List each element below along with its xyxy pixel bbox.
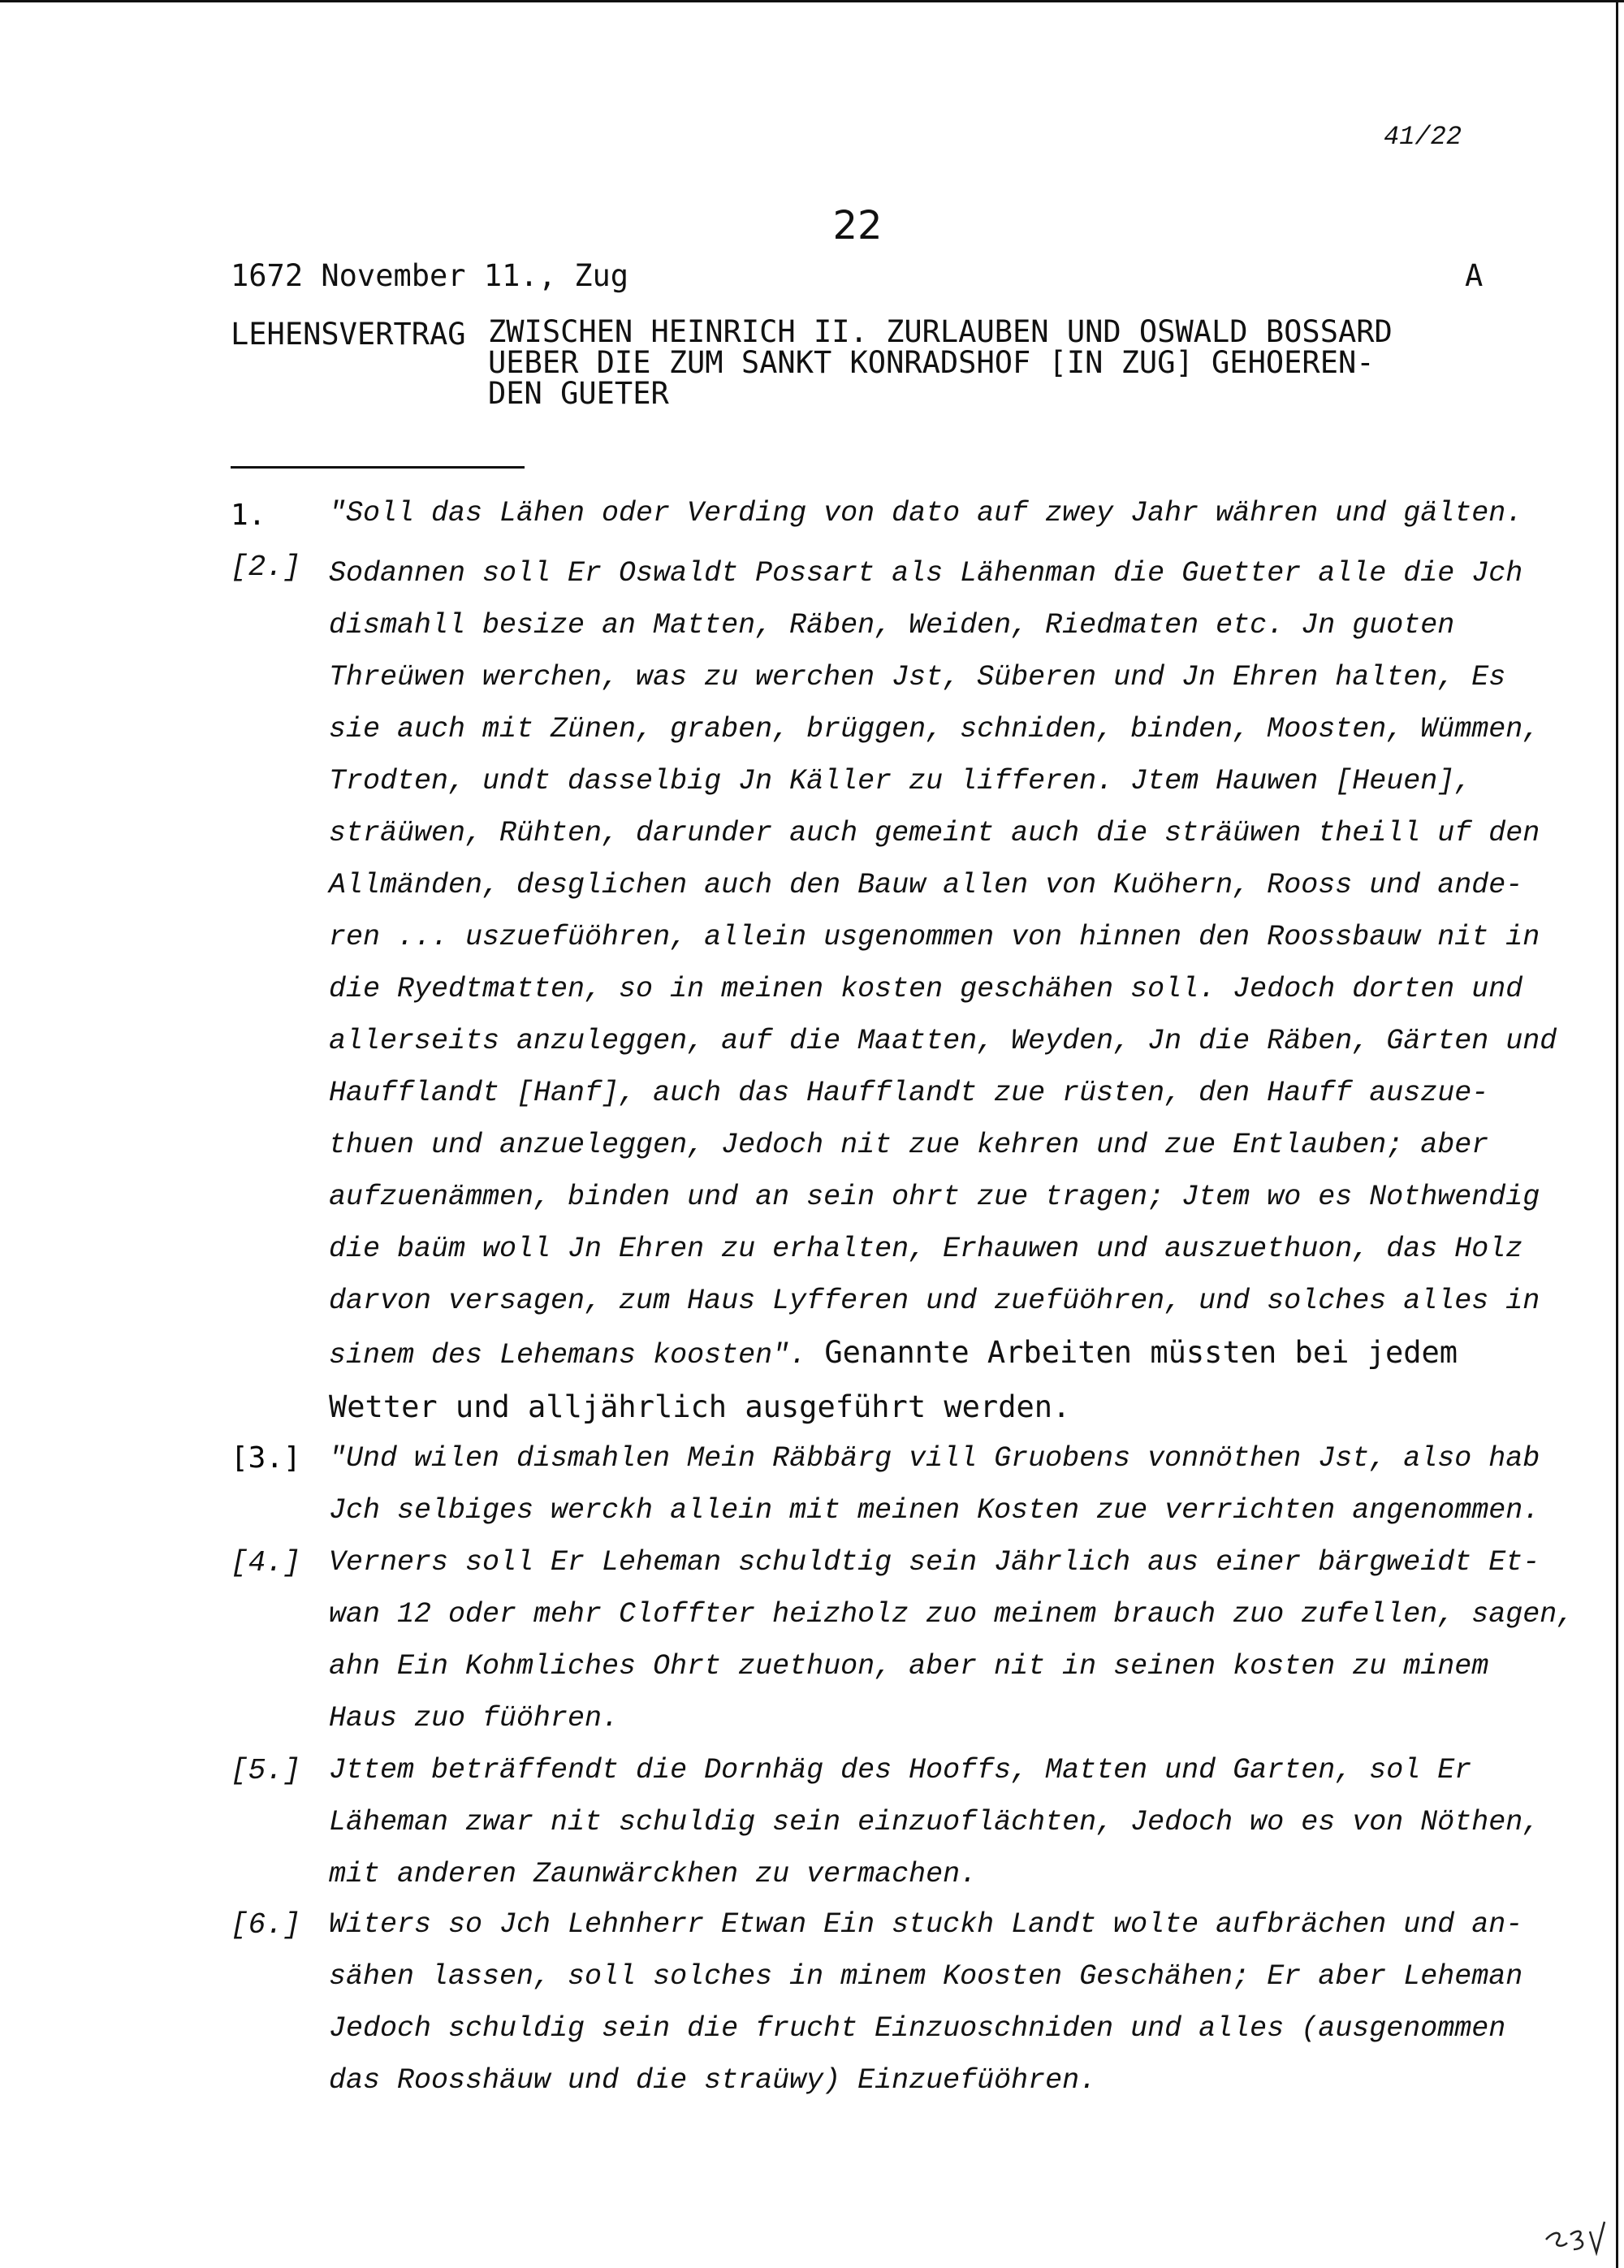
text-line: Witers so Jch Lehnherr Etwan Ein stuckh Landt wolte aufbrächen und an-	[329, 1908, 1523, 1941]
text-line: Jch selbiges werckh allein mit meinen Kosten zue verrichten angenommen.	[329, 1494, 1540, 1527]
text-line: Jttem beträffendt die Dornhäg des Hooffs, Matten und Garten, sol Er	[329, 1754, 1472, 1786]
text-line: die baüm woll Jn Ehren zu erhalten, Erhauwen und auszuethuon, das Holz	[329, 1233, 1523, 1265]
text-line: die Ryedtmatten, so in meinen kosten geschähen soll. Jedoch dorten und	[329, 973, 1523, 1005]
text-line	[329, 1327, 1531, 1381]
document-number: 22	[832, 203, 883, 248]
section-number: [5.]	[231, 1754, 301, 1787]
text-line-upright-part: Genannte Arbeiten müssten bei jedem	[806, 1335, 1458, 1370]
text-line: aufzuenämmen, binden und an sein ohrt zue tragen; Jtem wo es Nothwendig	[329, 1181, 1540, 1213]
archive-reference: 41/22	[1384, 122, 1462, 152]
text-line: Haufflandt [Hanf], auch das Haufflandt zue rüsten, den Hauff auszue-	[329, 1077, 1489, 1109]
text-line: Threüwen werchen, was zu werchen Jst, Süberen und Jn Ehren halten, Es	[329, 661, 1506, 693]
text-line: ren ... uszuefüöhren, allein usgenommen von hinnen den Roossbauw nit in	[329, 921, 1540, 953]
text-line-upright: Wetter und alljährlich ausgeführt werden.	[329, 1389, 1071, 1424]
text-line: Sodannen soll Er Oswaldt Possart als Lähenman die Guetter alle die Jch	[329, 557, 1523, 590]
separator-rule	[231, 466, 525, 469]
text-line: "Soll das Lähen oder Verding von dato auf zwey Jahr währen und gälten.	[329, 497, 1523, 529]
text-line: darvon versagen, zum Haus Lyfferen und zuefüöhren, und solches alles in	[329, 1285, 1540, 1317]
text-line: sie auch mit Zünen, graben, brüggen, schniden, binden, Moosten, Wümmen,	[329, 713, 1540, 745]
section-4-text	[329, 1536, 1574, 1744]
title-line: UEBER DIE ZUM SANKT KONRADSHOF [IN ZUG] GEHOEREN-	[488, 345, 1375, 380]
text-line: Verners soll Er Leheman schuldtig sein Jährlich aus einer bärgweidt Et-	[329, 1546, 1540, 1579]
section-6-text	[329, 1899, 1531, 2106]
text-line: das Roosshäuw und die straüwy) Einzuefüöhren.	[329, 2064, 1097, 2097]
section-number: [6.]	[231, 1908, 301, 1942]
text-line: dismahll besize an Matten, Räben, Weiden, Riedmaten etc. Jn guoten	[329, 609, 1455, 642]
text-line: Allmänden, desglichen auch den Bauw allen von Kuöhern, Rooss und ande-	[329, 869, 1523, 901]
section-number: [2.]	[231, 551, 301, 584]
section-number: [3.]	[231, 1441, 301, 1475]
text-line: Jedoch schuldig sein die frucht Einzuoschniden und alles (ausgenommen	[329, 2012, 1506, 2045]
title-text	[488, 314, 1495, 411]
date-place-line: 1672 November 11., Zug	[231, 258, 629, 293]
text-line: wan 12 oder mehr Cloffter heizholz zuo meinem brauch zuo zufellen, sagen,	[329, 1598, 1574, 1631]
text-line: sähen lassen, soll solches in minem Koosten Geschähen; Er aber Leheman	[329, 1960, 1523, 1993]
section-number: [4.]	[231, 1546, 301, 1579]
scan-border-top	[0, 0, 1624, 2]
text-line-italic-part: sinem des Lehemans koosten".	[329, 1339, 807, 1372]
text-line: sträüwen, Rühten, darunder auch gemeint auch die sträüwen theill uf den	[329, 817, 1540, 849]
title-line: DEN GUETER	[488, 376, 669, 411]
text-line: Haus zuo füöhren.	[329, 1702, 620, 1734]
title-line: ZWISCHEN HEINRICH II. ZURLAUBEN UND OSWALD BOSSARD	[488, 314, 1393, 349]
text-line: allerseits anzuleggen, auf die Maatten, Weyden, Jn die Räben, Gärten und	[329, 1025, 1557, 1057]
text-line: thuen und anzueleggen, Jedoch nit zue kehren und zue Entlauben; aber	[329, 1129, 1489, 1161]
text-line: ahn Ein Kohmliches Ohrt zuethuon, aber nit in seinen kosten zu minem	[329, 1650, 1489, 1683]
section-1-text	[329, 487, 1531, 539]
section-number: 1.	[231, 499, 266, 532]
section-5-text	[329, 1744, 1540, 1900]
handwritten-mark	[1543, 2207, 1608, 2256]
title-label: LEHENSVERTRAG	[231, 317, 466, 352]
text-line: "Und wilen dismahlen Mein Räbbärg vill Gruobens vonnöthen Jst, also hab	[329, 1442, 1540, 1475]
text-line: Trodten, undt dasselbig Jn Käller zu lifferen. Jtem Hauwen [Heuen],	[329, 765, 1472, 797]
section-2-text	[329, 547, 1557, 1433]
text-line: Läheman zwar nit schuldig sein einzuoflächten, Jedoch wo es von Nöthen,	[329, 1806, 1540, 1838]
section-3-text	[329, 1432, 1540, 1536]
version-marker: A	[1465, 258, 1484, 293]
text-line: mit anderen Zaunwärckhen zu vermachen.	[329, 1858, 978, 1890]
scan-border-right	[1616, 0, 1618, 2268]
